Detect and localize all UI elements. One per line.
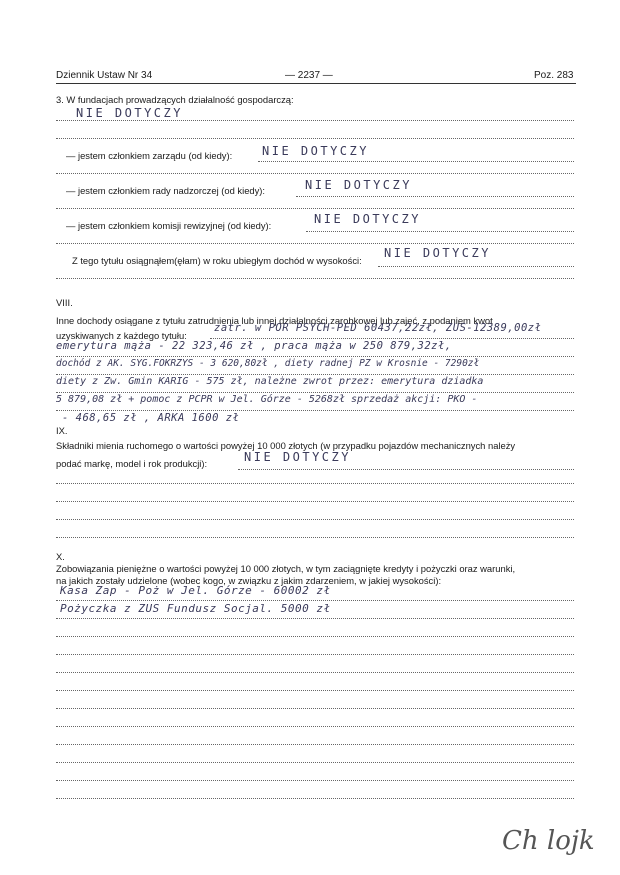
section9-number: IX. — [56, 425, 68, 436]
dotted-line — [56, 374, 574, 375]
journal-title: Dziennik Ustaw Nr 34 — [56, 70, 153, 81]
supervisory-answer: NIE DOTYCZY — [305, 178, 412, 192]
dotted-line — [56, 636, 574, 637]
dotted-line — [56, 618, 574, 619]
section10-number: X. — [56, 551, 65, 562]
section8-hw-1: zatr. w POR PSYCH-PED 60437,22zł, ZUS-12389,00zł — [214, 322, 542, 334]
income-answer: NIE DOTYCZY — [384, 246, 491, 260]
position-number: Poz. 283 — [534, 70, 574, 81]
dotted-line — [378, 266, 574, 267]
section8-hw-3: dochód z AK. SYG.FOKRZYS - 3 620,80zł , diety radnej PZ w Krosnie - 7290zł — [56, 358, 480, 369]
dotted-line — [56, 208, 574, 209]
dotted-line — [56, 392, 574, 393]
dotted-line — [56, 519, 574, 520]
section10-line1: Zobowiązania pieniężne o wartości powyżej 10 000 złotych, w tym zaciągnięte kredyty i pożyczki oraz warunki, — [56, 563, 516, 574]
section8-hw-4: diety z Zw. Gmin KARIG - 575 zł, należne zwrot przez: emerytura dziadka — [56, 376, 484, 387]
board-label: — jestem członkiem zarządu (od kiedy): — [66, 150, 233, 161]
dotted-line — [56, 744, 574, 745]
dotted-line — [56, 654, 574, 655]
section8-line1: Inne dochody osiągane z tytułu zatrudnienia lub innej działalności zarobkowej lub zajęć, z podaniem kwot — [56, 315, 493, 326]
section3-answer: NIE DOTYCZY — [76, 106, 183, 120]
dotted-line — [56, 798, 574, 799]
dotted-line — [56, 780, 574, 781]
dotted-line — [56, 138, 574, 139]
section3-label: 3. W fundacjach prowadzących działalność gospodarczą: — [56, 94, 294, 105]
section8-line2: uzyskiwanych z każdego tytułu: — [56, 330, 187, 341]
audit-label: — jestem członkiem komisji rewizyjnej (od kiedy): — [66, 220, 272, 231]
dotted-line — [56, 356, 574, 357]
dotted-line — [56, 762, 574, 763]
dotted-line — [56, 726, 574, 727]
section9-line1: Składniki mienia ruchomego o wartości powyżej 10 000 złotych (w przypadku pojazdów mechanicznych należy — [56, 440, 516, 451]
board-answer: NIE DOTYCZY — [262, 144, 369, 158]
dotted-line — [56, 120, 574, 121]
section8-hw-2: emerytura mąża - 22 323,46 zł , praca mąża w 250 879,32zł, — [56, 340, 452, 352]
dotted-line — [56, 537, 574, 538]
dotted-line — [56, 278, 574, 279]
dotted-line — [56, 243, 574, 244]
dotted-line — [56, 501, 574, 502]
signature: Ch lojk — [502, 826, 595, 856]
audit-answer: NIE DOTYCZY — [314, 212, 421, 226]
dotted-line — [56, 410, 574, 411]
dotted-line — [56, 672, 574, 673]
dotted-line — [56, 708, 574, 709]
section9-answer: NIE DOTYCZY — [244, 450, 351, 464]
dotted-line — [56, 690, 574, 691]
dotted-line — [296, 196, 574, 197]
page-number: — 2237 — — [285, 70, 333, 81]
dotted-line — [56, 483, 574, 484]
dotted-line — [258, 161, 574, 162]
section10-line2: na jakich zostały udzielone (wobec kogo, w związku z jakim zdarzeniem, w jakiej wysokości): — [56, 575, 442, 586]
dotted-line — [306, 231, 574, 232]
dotted-line — [210, 338, 574, 339]
dotted-line — [56, 600, 574, 601]
dotted-line — [238, 469, 574, 470]
income-label: Z tego tytułu osiągnąłem(ęłam) w roku ubiegłym dochód w wysokości: — [72, 255, 362, 266]
section8-hw-5: 5 879,08 zł + pomoc z PCPR w Jel. Górze - 5268zł sprzedaż akcji: PKO - — [56, 394, 478, 405]
section9-line2: podać markę, model i rok produkcji): — [56, 458, 208, 469]
header-rule — [56, 83, 576, 84]
supervisory-label: — jestem członkiem rady nadzorczej (od kiedy): — [66, 185, 266, 196]
section10-hw-2: Pożyczka z ZUS Fundusz Socjal. 5000 zł — [60, 602, 331, 615]
section8-hw-6: - 468,65 zł , ARKA 1600 zł — [62, 412, 240, 424]
dotted-line — [56, 173, 574, 174]
section8-number: VIII. — [56, 297, 73, 308]
section10-hw-1: Kasa Zap - Poż w Jel. Górze - 60002 zł — [60, 584, 331, 597]
